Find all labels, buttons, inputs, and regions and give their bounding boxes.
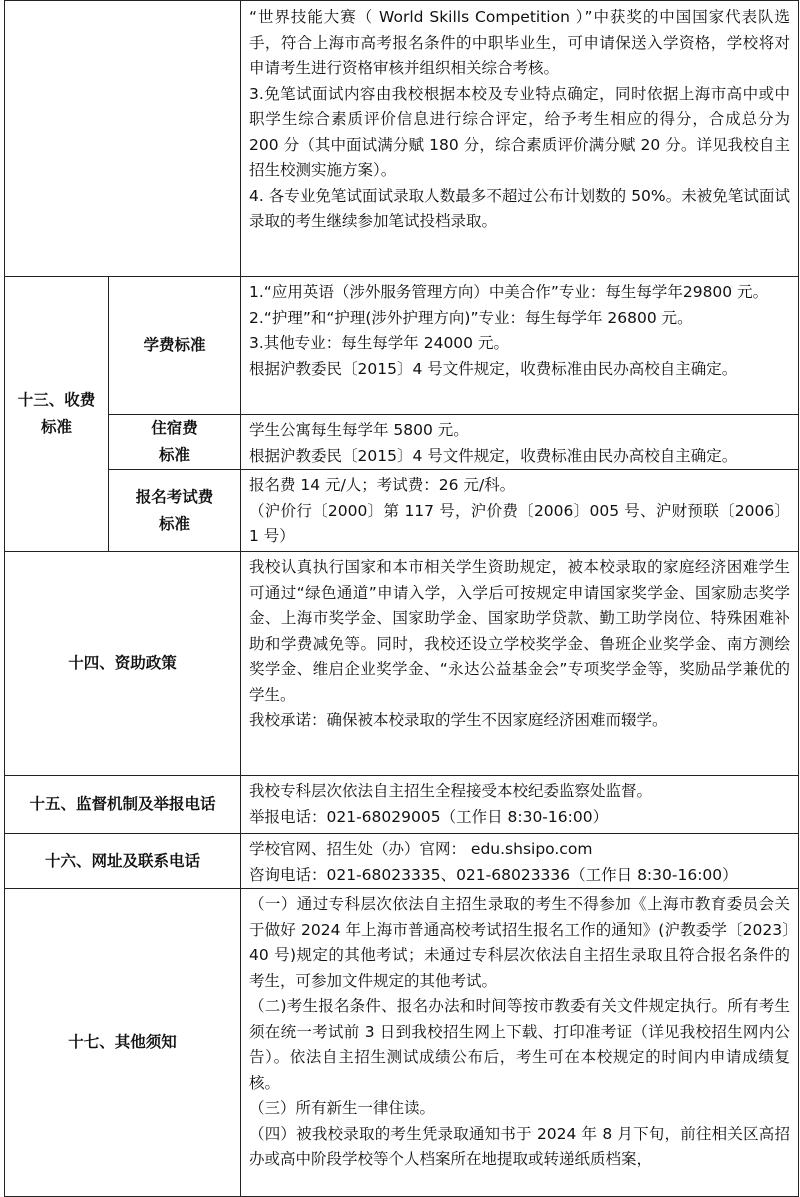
paragraph: 我校专科层次依法自主招生全程接受本校纪委监察处监督。 — [249, 782, 653, 800]
table-row-lodging — [5, 415, 799, 470]
paragraph: 根据沪教委民〔2015〕4 号文件规定，收费标准由民办高校自主确定。 — [249, 359, 738, 378]
paragraph: 1.“应用英语（涉外服务管理方向）中美合作”专业：每生每学年29800 元。 — [249, 283, 769, 301]
admissions-table — [4, 0, 799, 1197]
table-row-continuation — [5, 1, 799, 277]
paragraph: （四）被我校录取的考生凭录取通知书于 2024 年 8 月下旬，前往相关区高招办或高中阶段学校等个人档案所在地提取或转递纸质档案， — [249, 1124, 790, 1168]
table-row-tuition — [5, 277, 799, 415]
paragraph: “世界技能大赛（ World Skills Competition ）”中获奖的中国国家代表队选手，符合上海市高考报名条件的中职毕业生，可申请保送入学资格，学校将对申请考生进行资格审核并组织相关综合考核。 — [249, 8, 790, 77]
paragraph: （一）通过专科层次依法自主招生录取的考生不得参加《上海市教育委员会关于做好 2024 年上海市普通高校考试招生报名工作的通知》(沪教委学〔2023〕40 号)规定的其他考试；未通过专科层次依法自主招生录取且符合报名条件的考生，可参加文件规定的其他考试。 — [249, 895, 790, 990]
label-line: 报名考试费 — [135, 487, 214, 506]
label-line: 标准 — [158, 514, 190, 533]
label-line: 十三、收费 — [17, 391, 96, 409]
section-14-label: 十四、资助政策 — [5, 552, 241, 776]
section-16-label: 十六、网址及联系电话 — [5, 834, 241, 889]
table-row-section-14 — [5, 552, 799, 776]
lodging-label — [109, 415, 241, 470]
paragraph: 我校承诺：确保被本校录取的学生不因家庭经济困难而辍学。 — [249, 711, 668, 729]
lodging-content — [241, 415, 799, 470]
section-14-content — [241, 552, 799, 776]
table-row-exam-fee — [5, 470, 799, 552]
content-cell — [241, 1, 799, 277]
paragraph: 2.“护理”和“护理(涉外护理方向)”专业：每生每学年 26800 元。 — [249, 308, 693, 327]
section-16-content — [241, 834, 799, 889]
empty-label-cell — [5, 1, 241, 277]
paragraph: 学生公寓每生每学年 5800 元。 — [249, 421, 469, 439]
table-row-section-16 — [5, 834, 799, 889]
paragraph: 3.其他专业：每生每学年 24000 元。 — [249, 334, 509, 352]
section-13-label — [5, 277, 109, 552]
section-17-content — [241, 889, 799, 1197]
section-15-content — [241, 776, 799, 834]
paragraph: （三）所有新生一律住读。 — [249, 1099, 436, 1117]
paragraph: 4. 各专业免笔试面试录取人数最多不超过公布计划数的 50%。未被免笔试面试录取的考生继续参加笔试投档录取。 — [249, 186, 790, 230]
paragraph: 3.免笔试面试内容由我校根据本校及专业特点确定，同时依据上海市高中或中职学生综合素质评价信息进行综合评定，给予考生相应的得分，合成总分为 200 分（其中面试满分赋 180 分，综合素质评价满分赋 20 分。详见我校自主招生校测实施方案）。 — [249, 84, 790, 179]
section-15-label: 十五、监督机制及举报电话 — [5, 776, 241, 834]
paragraph: （沪价行〔2000〕第 117 号，沪价费〔2006〕005 号、沪财预联〔2006〕1 号） — [249, 501, 790, 545]
paragraph: 咨询电话：021-68023335、021-68023336（工作日 8:30-16:00） — [249, 865, 738, 884]
label-line: 标准 — [40, 418, 72, 436]
section-17-label: 十七、其他须知 — [5, 889, 241, 1197]
paragraph: 学校官网、招生处（办）官网： edu.shsipo.com — [249, 840, 593, 858]
table-row-section-17 — [5, 889, 799, 1197]
paragraph: 报名费 14 元/人；考试费：26 元/科。 — [249, 476, 516, 494]
table-row-section-15 — [5, 776, 799, 834]
label-line: 住宿费 — [151, 419, 198, 437]
exam-fee-content — [241, 470, 799, 552]
paragraph: （二)考生报名条件、报名办法和时间等按市教委有关文件规定执行。所有考生须在统一考试前 3 日到我校招生网上下载、打印准考证（详见我校招生网内公告）。依法自主招生测试成绩公布后，考生可在本校规定的时间内申请成绩复核。 — [249, 997, 790, 1092]
paragraph: 根据沪教委民〔2015〕4 号文件规定，收费标准由民办高校自主确定。 — [249, 446, 738, 465]
label-line: 标准 — [158, 446, 190, 464]
tuition-content — [241, 277, 799, 415]
paragraph: 举报电话：021-68029005（工作日 8:30-16:00） — [249, 807, 609, 826]
paragraph: 我校认真执行国家和本市相关学生资助规定，被本校录取的家庭经济困难学生可通过“绿色通道”申请入学，入学后可按规定申请国家奖学金、国家励志奖学金、上海市奖学金、国家助学金、国家助学贷款、勤工助学岗位、特殊困难补助和学费减免等。同时，我校还设立学校奖学金、鲁班企业奖学金、南方测绘奖学金、维启企业奖学金、“永达公益基金会”专项奖学金等，奖励品学兼优的学生。 — [249, 558, 790, 704]
tuition-label: 学费标准 — [109, 277, 241, 415]
exam-fee-label — [109, 470, 241, 552]
